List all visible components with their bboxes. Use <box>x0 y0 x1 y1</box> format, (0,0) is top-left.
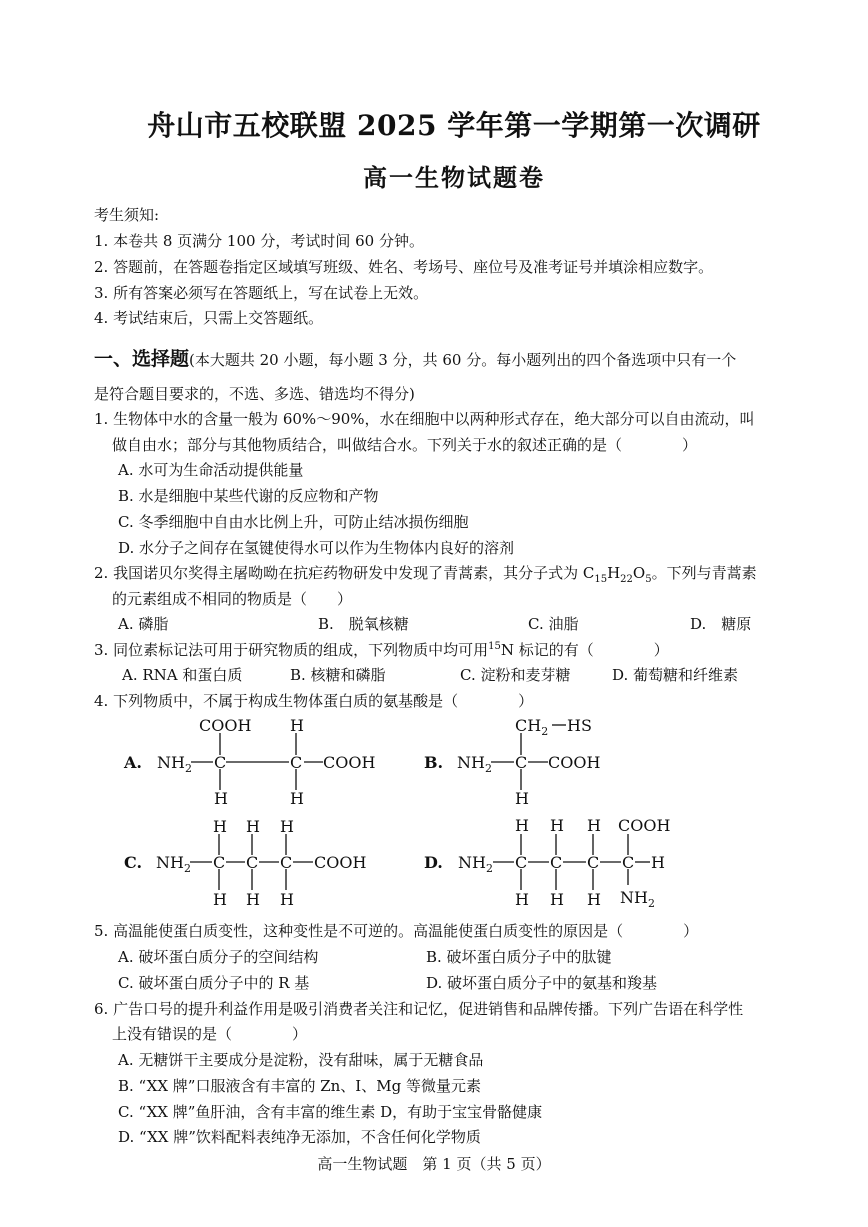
q5-option-c: C. 破坏蛋白质分子中的 R 基 <box>118 974 310 992</box>
atom: H <box>290 789 304 808</box>
atom: C <box>246 853 259 872</box>
exam-title: 舟山市五校联盟 2025 学年第一学期第一次调研 <box>147 109 761 142</box>
notice-heading: 考生须知: <box>94 206 160 224</box>
q5-option-a: A. 破坏蛋白质分子的空间结构 <box>118 948 319 966</box>
q3-stem-text: N 标记的有（ ） <box>500 641 669 659</box>
q2-sub: 22 <box>620 574 633 585</box>
q3-option-a: A. RNA 和蛋白质 <box>122 666 243 684</box>
atom: C <box>622 853 635 872</box>
atom: $NH_2$ <box>156 853 191 875</box>
q4-option-a-label: A. <box>124 753 142 772</box>
notice-item: 3. 所有答案必须写在答题纸上，写在试卷上无效。 <box>94 284 429 302</box>
atom: COOH <box>199 716 252 735</box>
atom: H <box>515 890 529 909</box>
atom: $NH_2$ <box>620 888 655 910</box>
q1-option-c: C. 冬季细胞中自由水比例上升，可防止结冰损伤细胞 <box>118 513 469 531</box>
atom: H <box>651 853 665 872</box>
q2-sub: 15 <box>594 574 608 585</box>
q2-option-b: B. 脱氧核糖 <box>318 615 409 633</box>
atom: H <box>214 789 228 808</box>
atom: C <box>213 853 226 872</box>
section-desc: (本大题共 20 小题，每小题 3 分，共 60 分。每小题列出的四个备选项中只有一个 <box>189 351 737 369</box>
atom: COOH <box>548 753 601 772</box>
atom: $CH_2$ <box>515 716 549 738</box>
atom: H <box>246 817 260 836</box>
q3-option-d: D. 葡萄糖和纤维素 <box>612 666 739 684</box>
q5-option-d: D. 破坏蛋白质分子中的氨基和羧基 <box>426 974 658 992</box>
q2-option-a: A. 磷脂 <box>118 615 169 633</box>
q3-stem <box>94 639 669 660</box>
q1-stem: 1. 生物体中水的含量一般为 60%～90%，水在细胞中以两种形式存在，绝大部分可以自由流动，叫 <box>94 410 755 428</box>
q6-option-a: A. 无糖饼干主要成分是淀粉，没有甜味，属于无糖食品 <box>118 1051 484 1069</box>
atom: H <box>550 816 564 835</box>
section-heading <box>94 344 736 371</box>
atom: H <box>290 716 304 735</box>
q2-option-c: C. 油脂 <box>528 615 579 633</box>
q1-stem-cont: 做自由水；部分与其他物质结合，叫做结合水。下列关于水的叙述正确的是（ ） <box>112 436 698 454</box>
q4-stem: 4. 下列物质中，不属于构成生物体蛋白质的氨基酸是（ ） <box>94 692 534 710</box>
atom: H <box>246 890 260 909</box>
q6-option-c: C. “XX 牌”鱼肝油，含有丰富的维生素 D，有助于宝宝骨骼健康 <box>118 1103 543 1121</box>
atom: H <box>587 816 601 835</box>
atom: C <box>214 753 227 772</box>
q3-option-b: B. 核糖和磷脂 <box>290 666 386 684</box>
q2-stem-text: 2. 我国诺贝尔奖得主屠呦呦在抗疟药物研发中发现了青蒿素，其分子式为 C <box>94 564 595 582</box>
q5-stem: 5. 高温能使蛋白质变性，这种变性是不可逆的。高温能使蛋白质变性的原因是（ ） <box>94 922 699 940</box>
q1-option-b: B. 水是细胞中某些代谢的反应物和产物 <box>118 487 379 505</box>
atom: H <box>280 890 294 909</box>
atom: $NH_2$ <box>157 753 192 775</box>
exam-subtitle: 高一生物试题卷 <box>363 163 545 192</box>
q2-sub: 5 <box>645 574 652 585</box>
page-footer: 高一生物试题 第 1 页（共 5 页） <box>317 1155 551 1173</box>
q2-formula: H <box>607 564 621 582</box>
q3-option-c: C. 淀粉和麦芽糖 <box>460 666 571 684</box>
q6-stem-cont: 上没有错误的是（ ） <box>112 1025 308 1043</box>
section-title: 一、选择题 <box>94 348 190 370</box>
atom: C <box>587 853 600 872</box>
q2-formula: O <box>632 564 646 582</box>
section-desc-cont: 是符合题目要求的，不选、多选、错选均不得分) <box>94 385 415 403</box>
atom: COOH <box>323 753 376 772</box>
atom: C <box>550 853 563 872</box>
q2-stem-cont: 的元素组成不相同的物质是（ ） <box>112 590 353 608</box>
atom: H <box>213 817 227 836</box>
q6-option-d: D. “XX 牌”饮料配料表纯净无添加，不含任何化学物质 <box>118 1128 481 1146</box>
atom: HS <box>567 716 592 735</box>
structure-bonds <box>190 725 650 890</box>
q4-structures <box>0 700 868 920</box>
atom: C <box>280 853 293 872</box>
q4-option-d-label: D. <box>424 853 443 872</box>
atom: $NH_2$ <box>457 753 492 775</box>
atom: C <box>290 753 303 772</box>
q4-option-b-label: B. <box>424 753 444 772</box>
notice-item: 4. 考试结束后，只需上交答题纸。 <box>94 309 324 327</box>
notice-item: 2. 答题前，在答题卷指定区域填写班级、姓名、考场号、座位号及准考证号并填涂相应数字。 <box>94 258 714 276</box>
q6-option-b: B. “XX 牌”口服液含有丰富的 Zn、I、Mg 等微量元素 <box>118 1077 481 1095</box>
q1-option-a: A. 水可为生命活动提供能量 <box>118 461 304 479</box>
atom: H <box>515 816 529 835</box>
q2-stem-text: 。下列与青蒿素 <box>651 564 757 582</box>
atom: $NH_2$ <box>458 853 493 875</box>
q1-option-d: D. 水分子之间存在氢键使得水可以作为生物体内良好的溶剂 <box>118 539 515 557</box>
atom: H <box>280 817 294 836</box>
q2-option-d: D. 糖原 <box>690 615 752 633</box>
atom: H <box>587 890 601 909</box>
q2-stem <box>94 562 757 585</box>
atom: H <box>550 890 564 909</box>
atom: C <box>515 853 528 872</box>
q4-option-c-label: C. <box>124 853 143 872</box>
q5-option-b: B. 破坏蛋白质分子中的肽键 <box>426 948 612 966</box>
q3-sup: 15 <box>488 641 501 652</box>
notice-item: 1. 本卷共 8 页满分 100 分，考试时间 60 分钟。 <box>94 232 424 250</box>
q3-stem-text: 3. 同位素标记法可用于研究物质的组成，下列物质中均可用 <box>94 641 489 659</box>
q6-stem: 6. 广告口号的提升利益作用是吸引消费者关注和记忆，促进销售和品牌传播。下列广告语在科学性 <box>94 1000 744 1018</box>
atom: H <box>515 789 529 808</box>
atom: COOH <box>314 853 367 872</box>
atom: COOH <box>618 816 671 835</box>
atom: H <box>213 890 227 909</box>
atom: C <box>515 753 528 772</box>
